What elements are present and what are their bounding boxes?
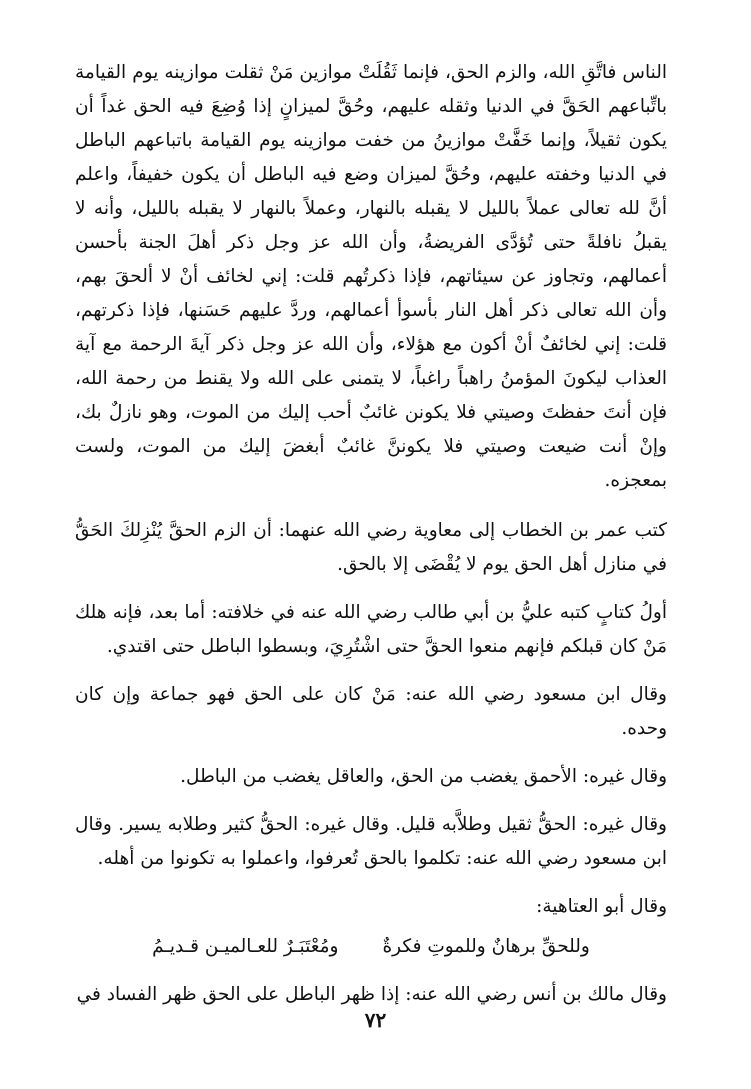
paragraph-3: أولُ كتابٍ كتبه عليُّ بن أبي طالب رضي الله عنه في خلافته: أما بعد، فإنه هلك مَنْ كان قبلكم فإنهم منعوا الحقَّ حتى اشْتُرِيَ، وبسطوا الباطل حتى اقتدي.: [75, 602, 667, 657]
paragraph-6: وقال غيره: الحقُّ ثقيل وطلاَّبه قليل. وقال غيره: الحقُّ كثير وطلابه يسير. وقال ابن مسعود رضي الله عنه: تكلموا بالحق تُعرفوا، واعملوا به تكونوا من أهله.: [75, 814, 667, 869]
paragraph-2: كتب عمر بن الخطاب إلى معاوية رضي الله عنهما: أن الزم الحقَّ يُنْزِلكَ الحَقُّ في منازل أهل الحق يوم لا يُقْضَى إلا بالحق.: [75, 520, 667, 575]
paragraph-4: وقال ابن مسعود رضي الله عنه: مَنْ كان على الحق فهو جماعة وإن كان وحده.: [75, 684, 667, 739]
poem-hemistich-first: وللحقِّ برهانٌ وللموتِ فكرةٌ: [382, 936, 590, 957]
poem-hemistich-second: ومُعْتَبَـرٌ للعـالميـن قـديـمُ: [152, 936, 339, 957]
paragraph-1: الناس فاتَّقِ الله، والزم الحق، فإنما ثَقُلَتْ موازين مَنْ ثقلت موازينه يوم القيامة باتِّباعهم الحَقَّ في الدنيا وثقله عليهم، وحُقَّ لميزانٍ إذا وُضِعَ فيه الحق غداً أن يكون ثقيلاً، وإنما خَفَّتْ موازينُ من خفت موازينه يوم القيامة باتباعهم الباطل في الدنيا وخفته عليهم، وحُقَّ لميزان وضع فيه الباطل أن يكون خفيفاً، واعلم أنَّ لله تعالى عملاً بالليل لا يقبله بالنهار، وعملاً بالنهار لا يقبله بالليل، وأنه لا يقبلُ نافلةً حتى تُؤدَّى الفريضةُ، وأن الله عز وجل ذكر أهلَ الجنة بأحسن أعمالهم، وتجاوز عن سيئاتهم، فإذا ذكرتُهم قلت: إني لخائف أنْ لا ألحقَ بهم، وأن الله تعالى ذكر أهل النار بأسوأ أعمالهم، وردَّ عليهم حَسَنها، فإذا ذكرتهم، قلت: إني لخائفٌ أنْ أكون مع هؤلاء، وأن الله عز وجل ذكر آيةَ الرحمة مع آية العذاب ليكونَ المؤمنُ راهباً راغباً، لا يتمنى على الله ولا يقنط من رحمة الله، فإن أنتَ حفظتَ وصيتي فلا يكونن غائبٌ أحب إليك من الموت، وهو نازلٌ بك، وإنْ أنت ضيعت وصيتي فلا يكوننَّ غائبٌ أبغضَ إليك من الموت، ولست بمعجزه.: [75, 62, 667, 491]
paragraph-5: وقال غيره: الأحمق يغضب من الحق، والعاقل يغضب من الباطل.: [180, 766, 667, 787]
poem-verse: [75, 930, 667, 964]
poem-intro: وقال أبو العتاهية:: [536, 896, 667, 917]
paragraph-last: وقال مالك بن أنس رضي الله عنه: إذا ظهر الباطل على الحق ظهر الفساد في: [76, 984, 667, 1005]
page-number: ٧٢: [364, 1008, 387, 1032]
